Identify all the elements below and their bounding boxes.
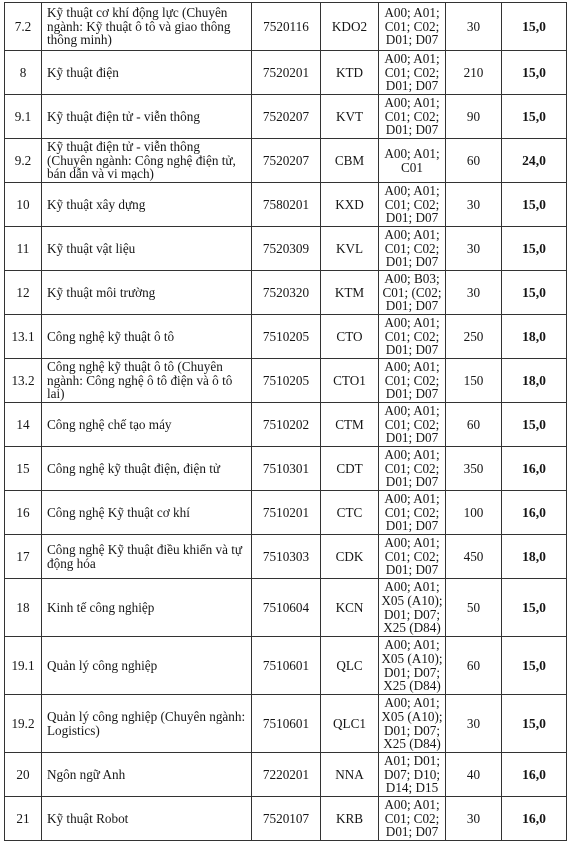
benchmark-score: 15,0 <box>502 51 567 95</box>
admission-quota: 90 <box>446 95 502 139</box>
subject-combinations: A00; A01; C01; C02; D01; D07 <box>379 227 446 271</box>
benchmark-score: 15,0 <box>502 579 567 637</box>
major-code: 7510205 <box>252 359 321 403</box>
major-name: Quản lý công nghiệp <box>42 637 252 695</box>
major-code: 7520309 <box>252 227 321 271</box>
major-abbreviation: KTM <box>321 271 379 315</box>
major-code: 7220201 <box>252 753 321 797</box>
major-abbreviation: QLC <box>321 637 379 695</box>
row-number: 8 <box>5 51 42 95</box>
table-row <box>5 183 567 227</box>
benchmark-score: 16,0 <box>502 491 567 535</box>
subject-combinations: A00; A01; X05 (A10); D01; D07; X25 (D84) <box>379 695 446 753</box>
benchmark-score: 15,0 <box>502 95 567 139</box>
major-code: 7510205 <box>252 315 321 359</box>
row-number: 16 <box>5 491 42 535</box>
major-code: 7510601 <box>252 695 321 753</box>
row-number: 15 <box>5 447 42 491</box>
row-number: 11 <box>5 227 42 271</box>
table-row <box>5 227 567 271</box>
row-number: 13.2 <box>5 359 42 403</box>
major-abbreviation: CTC <box>321 491 379 535</box>
admission-quota: 250 <box>446 315 502 359</box>
major-name: Kinh tế công nghiệp <box>42 579 252 637</box>
subject-combinations: A00; A01; C01; C02; D01; D07 <box>379 403 446 447</box>
major-code: 7520116 <box>252 3 321 51</box>
benchmark-score: 15,0 <box>502 403 567 447</box>
major-name: Công nghệ kỹ thuật điện, điện tử <box>42 447 252 491</box>
subject-combinations: A00; A01; C01; C02; D01; D07 <box>379 183 446 227</box>
major-abbreviation: CDT <box>321 447 379 491</box>
subject-combinations: A00; A01; C01; C02; D01; D07 <box>379 359 446 403</box>
major-name: Kỹ thuật điện tử - viễn thông <box>42 95 252 139</box>
benchmark-score: 18,0 <box>502 359 567 403</box>
major-code: 7580201 <box>252 183 321 227</box>
admission-quota: 30 <box>446 695 502 753</box>
major-abbreviation: CTO <box>321 315 379 359</box>
major-abbreviation: QLC1 <box>321 695 379 753</box>
benchmark-score: 15,0 <box>502 183 567 227</box>
major-abbreviation: KRB <box>321 797 379 841</box>
major-code: 7510201 <box>252 491 321 535</box>
admission-quota: 350 <box>446 447 502 491</box>
admission-table-page <box>4 2 566 841</box>
row-number: 13.1 <box>5 315 42 359</box>
major-code: 7510301 <box>252 447 321 491</box>
major-code: 7520207 <box>252 139 321 183</box>
subject-combinations: A00; A01; C01 <box>379 139 446 183</box>
major-code: 7520207 <box>252 95 321 139</box>
table-row <box>5 3 567 51</box>
table-row <box>5 753 567 797</box>
admission-quota: 210 <box>446 51 502 95</box>
admission-quota: 30 <box>446 271 502 315</box>
table-row <box>5 139 567 183</box>
benchmark-score: 16,0 <box>502 797 567 841</box>
major-code: 7510601 <box>252 637 321 695</box>
table-row <box>5 447 567 491</box>
benchmark-score: 15,0 <box>502 3 567 51</box>
major-code: 7520107 <box>252 797 321 841</box>
table-body <box>5 3 567 841</box>
table-row <box>5 637 567 695</box>
subject-combinations: A00; A01; C01; C02; D01; D07 <box>379 491 446 535</box>
major-name: Quản lý công nghiệp (Chuyên ngành: Logistics) <box>42 695 252 753</box>
major-name: Công nghệ Kỹ thuật điều khiển và tự động hóa <box>42 535 252 579</box>
major-name: Kỹ thuật cơ khí động lực (Chuyên ngành: Kỹ thuật ô tô và giao thông thông minh) <box>42 3 252 51</box>
major-abbreviation: KVL <box>321 227 379 271</box>
subject-combinations: A00; A01; C01; C02; D01; D07 <box>379 797 446 841</box>
row-number: 19.1 <box>5 637 42 695</box>
major-name: Kỹ thuật Robot <box>42 797 252 841</box>
row-number: 14 <box>5 403 42 447</box>
benchmark-score: 15,0 <box>502 271 567 315</box>
admission-quota: 60 <box>446 403 502 447</box>
subject-combinations: A01; D01; D07; D10; D14; D15 <box>379 753 446 797</box>
major-abbreviation: KDO2 <box>321 3 379 51</box>
major-abbreviation: KVT <box>321 95 379 139</box>
row-number: 18 <box>5 579 42 637</box>
benchmark-score: 18,0 <box>502 535 567 579</box>
major-code: 7520320 <box>252 271 321 315</box>
benchmark-score: 24,0 <box>502 139 567 183</box>
benchmark-score: 15,0 <box>502 695 567 753</box>
major-name: Công nghệ kỹ thuật ô tô <box>42 315 252 359</box>
row-number: 12 <box>5 271 42 315</box>
benchmark-score: 16,0 <box>502 447 567 491</box>
admission-quota: 30 <box>446 3 502 51</box>
admission-score-table <box>4 2 567 841</box>
subject-combinations: A00; B03; C01; (C02; D01; D07 <box>379 271 446 315</box>
table-row <box>5 51 567 95</box>
table-row <box>5 695 567 753</box>
major-name: Kỹ thuật điện <box>42 51 252 95</box>
table-row <box>5 359 567 403</box>
benchmark-score: 15,0 <box>502 227 567 271</box>
subject-combinations: A00; A01; C01; C02; D01; D07 <box>379 51 446 95</box>
table-row <box>5 579 567 637</box>
major-abbreviation: KCN <box>321 579 379 637</box>
row-number: 9.2 <box>5 139 42 183</box>
table-row <box>5 271 567 315</box>
major-abbreviation: KXD <box>321 183 379 227</box>
admission-quota: 150 <box>446 359 502 403</box>
row-number: 20 <box>5 753 42 797</box>
subject-combinations: A00; A01; C01; C02; D01; D07 <box>379 447 446 491</box>
row-number: 21 <box>5 797 42 841</box>
table-row <box>5 95 567 139</box>
major-abbreviation: KTD <box>321 51 379 95</box>
admission-quota: 60 <box>446 139 502 183</box>
subject-combinations: A00; A01; C01; C02; D01; D07 <box>379 535 446 579</box>
major-abbreviation: CTM <box>321 403 379 447</box>
table-row <box>5 491 567 535</box>
table-row <box>5 535 567 579</box>
admission-quota: 30 <box>446 797 502 841</box>
table-row <box>5 797 567 841</box>
major-name: Công nghệ Kỹ thuật cơ khí <box>42 491 252 535</box>
major-code: 7510202 <box>252 403 321 447</box>
subject-combinations: A00; A01; C01; C02; D01; D07 <box>379 315 446 359</box>
subject-combinations: A00; A01; X05 (A10); D01; D07; X25 (D84) <box>379 579 446 637</box>
major-name: Công nghệ kỹ thuật ô tô (Chuyên ngành: Công nghệ ô tô điện và ô tô lai) <box>42 359 252 403</box>
major-code: 7510604 <box>252 579 321 637</box>
benchmark-score: 15,0 <box>502 637 567 695</box>
table-row <box>5 403 567 447</box>
major-name: Công nghệ chế tạo máy <box>42 403 252 447</box>
major-abbreviation: NNA <box>321 753 379 797</box>
admission-quota: 30 <box>446 227 502 271</box>
major-abbreviation: CDK <box>321 535 379 579</box>
subject-combinations: A00; A01; C01; C02; D01; D07 <box>379 95 446 139</box>
subject-combinations: A00; A01; X05 (A10); D01; D07; X25 (D84) <box>379 637 446 695</box>
row-number: 10 <box>5 183 42 227</box>
subject-combinations: A00; A01; C01; C02; D01; D07 <box>379 3 446 51</box>
row-number: 19.2 <box>5 695 42 753</box>
major-abbreviation: CBM <box>321 139 379 183</box>
major-name: Kỹ thuật xây dựng <box>42 183 252 227</box>
benchmark-score: 16,0 <box>502 753 567 797</box>
admission-quota: 30 <box>446 183 502 227</box>
admission-quota: 40 <box>446 753 502 797</box>
major-name: Ngôn ngữ Anh <box>42 753 252 797</box>
major-name: Kỹ thuật môi trường <box>42 271 252 315</box>
row-number: 9.1 <box>5 95 42 139</box>
major-name: Kỹ thuật vật liệu <box>42 227 252 271</box>
major-name: Kỹ thuật điện tử - viễn thông (Chuyên ngành: Công nghệ điện tử, bán dẫn và vi mạch) <box>42 139 252 183</box>
major-code: 7520201 <box>252 51 321 95</box>
admission-quota: 50 <box>446 579 502 637</box>
table-row <box>5 315 567 359</box>
row-number: 7.2 <box>5 3 42 51</box>
major-abbreviation: CTO1 <box>321 359 379 403</box>
admission-quota: 100 <box>446 491 502 535</box>
benchmark-score: 18,0 <box>502 315 567 359</box>
major-code: 7510303 <box>252 535 321 579</box>
admission-quota: 450 <box>446 535 502 579</box>
admission-quota: 60 <box>446 637 502 695</box>
row-number: 17 <box>5 535 42 579</box>
